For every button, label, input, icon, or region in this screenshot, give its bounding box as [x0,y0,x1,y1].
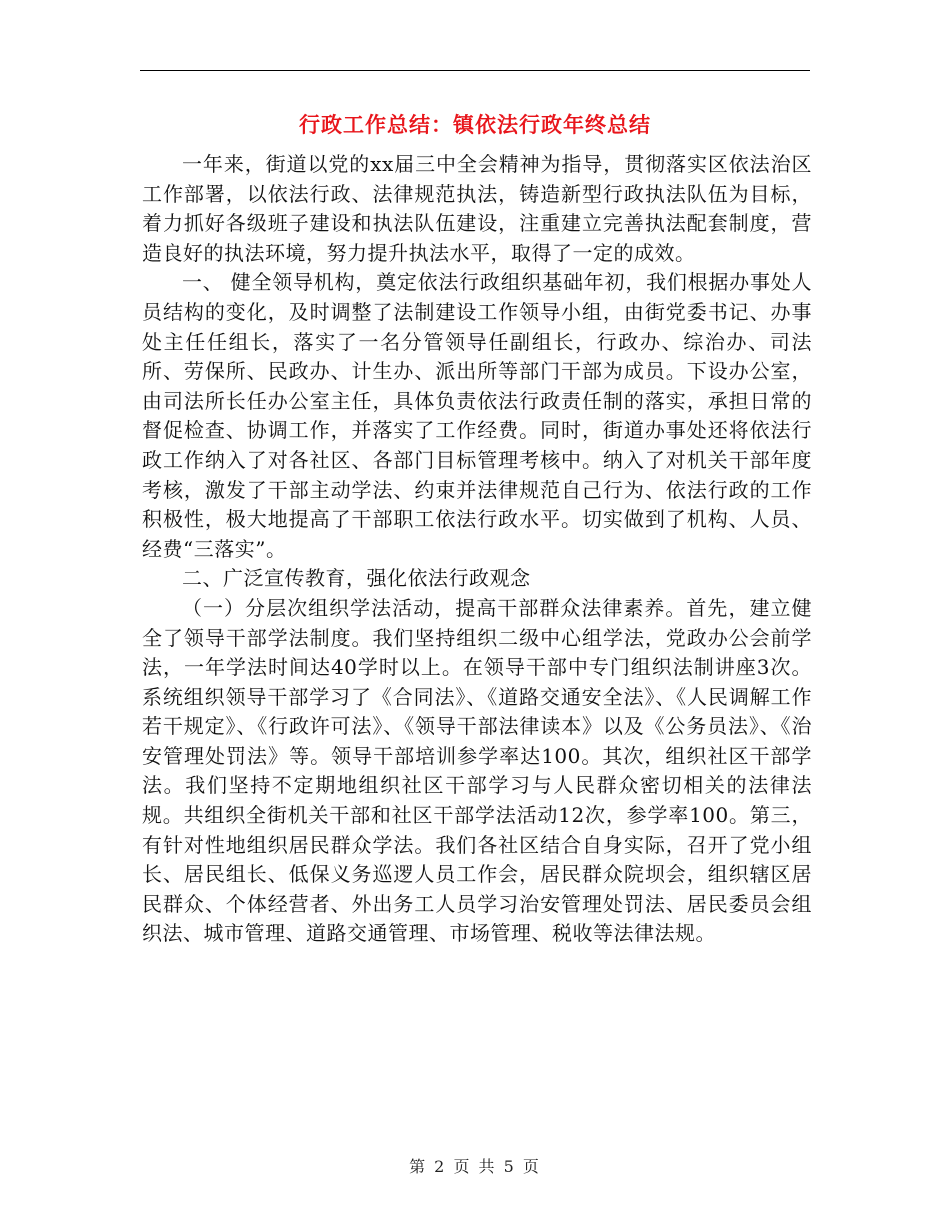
paragraph-intro: 一年来，街道以党的xx届三中全会精神为指导，贯彻落实区依法治区工作部署，以依法行政、法律规范执法，铸造新型行政执法队伍为目标，着力抓好各级班子建设和执法队伍建设，注重建立完善执法配套制度，营造良好的执法环境，努力提升执法水平，取得了一定的成效。 [142,152,812,265]
document-body [142,150,812,949]
paragraph-section-1: 一、 健全领导机构，奠定依法行政组织基础年初，我们根据办事处人员结构的变化，及时调整了法制建设工作领导小组，由街党委书记、办事处主任任组长，落实了一名分管领导任副组长，行政办、综治办、司法所、劳保所、民政办、计生办、派出所等部门干部为成员。下设办公室，由司法所长任办公室主任，具体负责依法行政责任制的落实，承担日常的督促检查、协调工作，并落实了工作经费。同时，街道办事处还将依法行政工作纳入了对各社区、各部门目标管理考核中。纳入了对机关干部年度考核，激发了干部主动学法、约束并法律规范自己行为、依法行政的工作积极性，极大地提高了干部职工依法行政水平。切实做到了机构、人员、经费“三落实”。 [142,270,812,561]
document-title: 行政工作总结：镇依法行政年终总结 [299,112,651,137]
section-heading-2: 二、广泛宣传教育，强化依法行政观念 [182,566,531,591]
page-number: 第 2 页 共 5 页 [409,1157,541,1176]
header-rule [140,70,810,71]
paragraph-subsection-1: （一）分层次组织学法活动，提高干部群众法律素养。首先，建立健全了领导干部学法制度。我们坚持组织二级中心组学法，党政办公会前学法，一年学法时间达40学时以上。在领导干部中专门组织法制讲座3次。系统组织领导干部学习了《合同法》、《道路交通安全法》、《人民调解工作若干规定》、《行政许可法》、《领导干部法律读本》以及《公务员法》、《治安管理处罚法》等。领导干部培训参学率达100。其次，组织社区干部学法。我们坚持不定期地组织社区干部学习与人民群众密切相关的法律法规。共组织全街机关干部和社区干部学法活动12次，参学率100。第三，有针对性地组织居民群众学法。我们各社区结合自身实际，召开了党小组长、居民组长、低保义务巡逻人员工作会，居民群众院坝会，组织辖区居民群众、个体经营者、外出务工人员学习治安管理处罚法、居民委员会组织法、城市管理、道路交通管理、市场管理、税收等法律法规。 [142,595,812,946]
